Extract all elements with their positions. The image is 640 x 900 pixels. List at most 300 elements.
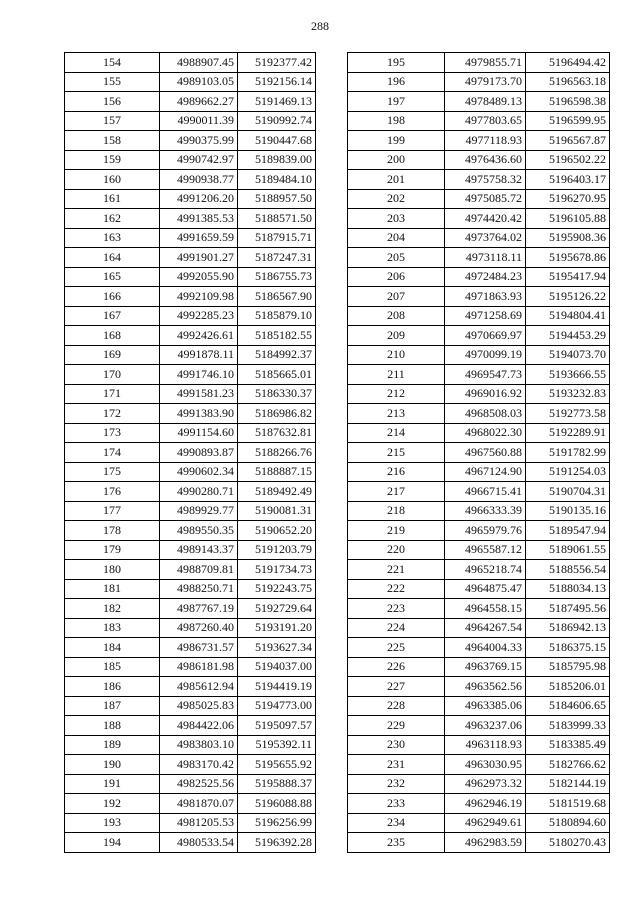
x-coordinate-cell: 4990938.77 xyxy=(160,170,238,190)
x-coordinate-cell: 4978489.13 xyxy=(445,92,526,112)
table-row xyxy=(348,326,610,346)
point-number-cell: 175 xyxy=(65,462,160,482)
table-row xyxy=(65,794,316,814)
x-coordinate-cell: 4964558.15 xyxy=(445,599,526,619)
table-row xyxy=(65,482,316,502)
x-coordinate-cell: 4963562.56 xyxy=(445,677,526,697)
x-coordinate-cell: 4992285.23 xyxy=(160,306,238,326)
table-row xyxy=(65,501,316,521)
x-coordinate-cell: 4992109.98 xyxy=(160,287,238,307)
y-coordinate-cell: 5184992.37 xyxy=(238,345,316,365)
y-coordinate-cell: 5192156.14 xyxy=(238,72,316,92)
y-coordinate-cell: 5180270.43 xyxy=(526,833,610,853)
y-coordinate-cell: 5196256.99 xyxy=(238,813,316,833)
point-number-cell: 228 xyxy=(348,696,445,716)
point-number-cell: 176 xyxy=(65,482,160,502)
table-row xyxy=(65,618,316,638)
x-coordinate-cell: 4991385.53 xyxy=(160,209,238,229)
x-coordinate-cell: 4977118.93 xyxy=(445,131,526,151)
x-coordinate-cell: 4965587.12 xyxy=(445,540,526,560)
point-number-cell: 226 xyxy=(348,657,445,677)
y-coordinate-cell: 5191782.99 xyxy=(526,443,610,463)
point-number-cell: 200 xyxy=(348,150,445,170)
table-row xyxy=(65,540,316,560)
table-row xyxy=(348,267,610,287)
table-row xyxy=(65,53,316,73)
table-row xyxy=(65,92,316,112)
y-coordinate-cell: 5185665.01 xyxy=(238,365,316,385)
x-coordinate-cell: 4963030.95 xyxy=(445,755,526,775)
point-number-cell: 221 xyxy=(348,560,445,580)
table-row xyxy=(348,833,610,853)
table-row xyxy=(65,131,316,151)
x-coordinate-cell: 4983803.10 xyxy=(160,735,238,755)
point-number-cell: 220 xyxy=(348,540,445,560)
table-row xyxy=(65,209,316,229)
table-row xyxy=(65,755,316,775)
y-coordinate-cell: 5196502.22 xyxy=(526,150,610,170)
point-number-cell: 159 xyxy=(65,150,160,170)
point-number-cell: 156 xyxy=(65,92,160,112)
x-coordinate-cell: 4990602.34 xyxy=(160,462,238,482)
y-coordinate-cell: 5192289.91 xyxy=(526,423,610,443)
point-number-cell: 227 xyxy=(348,677,445,697)
table-row xyxy=(348,306,610,326)
table-row xyxy=(65,657,316,677)
y-coordinate-cell: 5194453.29 xyxy=(526,326,610,346)
y-coordinate-cell: 5185182.55 xyxy=(238,326,316,346)
y-coordinate-cell: 5196105.88 xyxy=(526,209,610,229)
point-number-cell: 208 xyxy=(348,306,445,326)
table-row xyxy=(348,189,610,209)
point-number-cell: 202 xyxy=(348,189,445,209)
y-coordinate-cell: 5190447.68 xyxy=(238,131,316,151)
point-number-cell: 157 xyxy=(65,111,160,131)
point-number-cell: 158 xyxy=(65,131,160,151)
y-coordinate-cell: 5189547.94 xyxy=(526,521,610,541)
y-coordinate-cell: 5196403.17 xyxy=(526,170,610,190)
point-number-cell: 217 xyxy=(348,482,445,502)
y-coordinate-cell: 5190652.20 xyxy=(238,521,316,541)
point-number-cell: 223 xyxy=(348,599,445,619)
y-coordinate-cell: 5191203.79 xyxy=(238,540,316,560)
x-coordinate-cell: 4979173.70 xyxy=(445,72,526,92)
x-coordinate-cell: 4986731.57 xyxy=(160,638,238,658)
x-coordinate-cell: 4989143.37 xyxy=(160,540,238,560)
point-number-cell: 205 xyxy=(348,248,445,268)
y-coordinate-cell: 5195888.37 xyxy=(238,774,316,794)
y-coordinate-cell: 5185879.10 xyxy=(238,306,316,326)
point-number-cell: 177 xyxy=(65,501,160,521)
x-coordinate-cell: 4962973.32 xyxy=(445,774,526,794)
y-coordinate-cell: 5185206.01 xyxy=(526,677,610,697)
table-row xyxy=(65,560,316,580)
x-coordinate-cell: 4967124.90 xyxy=(445,462,526,482)
table-row xyxy=(348,345,610,365)
x-coordinate-cell: 4970669.97 xyxy=(445,326,526,346)
y-coordinate-cell: 5188957.50 xyxy=(238,189,316,209)
coordinates-table-right xyxy=(347,52,610,853)
point-number-cell: 192 xyxy=(65,794,160,814)
table-row xyxy=(348,150,610,170)
y-coordinate-cell: 5192729.64 xyxy=(238,599,316,619)
table-row xyxy=(65,677,316,697)
x-coordinate-cell: 4990375.99 xyxy=(160,131,238,151)
x-coordinate-cell: 4969547.73 xyxy=(445,365,526,385)
table-row xyxy=(65,228,316,248)
table-row xyxy=(348,813,610,833)
x-coordinate-cell: 4971258.69 xyxy=(445,306,526,326)
table-row xyxy=(348,462,610,482)
table-row xyxy=(348,92,610,112)
y-coordinate-cell: 5196088.88 xyxy=(238,794,316,814)
y-coordinate-cell: 5187495.56 xyxy=(526,599,610,619)
y-coordinate-cell: 5195126.22 xyxy=(526,287,610,307)
x-coordinate-cell: 4963237.06 xyxy=(445,716,526,736)
point-number-cell: 209 xyxy=(348,326,445,346)
x-coordinate-cell: 4990742.97 xyxy=(160,150,238,170)
point-number-cell: 210 xyxy=(348,345,445,365)
x-coordinate-cell: 4989550.35 xyxy=(160,521,238,541)
y-coordinate-cell: 5190704.31 xyxy=(526,482,610,502)
y-coordinate-cell: 5194804.41 xyxy=(526,306,610,326)
point-number-cell: 222 xyxy=(348,579,445,599)
table-body xyxy=(348,53,610,853)
table-row xyxy=(65,365,316,385)
table-row xyxy=(348,696,610,716)
table-row xyxy=(348,599,610,619)
point-number-cell: 207 xyxy=(348,287,445,307)
table-row xyxy=(65,287,316,307)
x-coordinate-cell: 4991878.11 xyxy=(160,345,238,365)
point-number-cell: 169 xyxy=(65,345,160,365)
point-number-cell: 154 xyxy=(65,53,160,73)
table-row xyxy=(348,287,610,307)
table-row xyxy=(65,423,316,443)
x-coordinate-cell: 4973764.02 xyxy=(445,228,526,248)
point-number-cell: 218 xyxy=(348,501,445,521)
y-coordinate-cell: 5196599.95 xyxy=(526,111,610,131)
point-number-cell: 188 xyxy=(65,716,160,736)
table-row xyxy=(348,657,610,677)
table-row xyxy=(65,833,316,853)
x-coordinate-cell: 4963385.06 xyxy=(445,696,526,716)
x-coordinate-cell: 4990280.71 xyxy=(160,482,238,502)
table-row xyxy=(348,716,610,736)
y-coordinate-cell: 5188266.76 xyxy=(238,443,316,463)
table-row xyxy=(348,384,610,404)
point-number-cell: 230 xyxy=(348,735,445,755)
y-coordinate-cell: 5193191.20 xyxy=(238,618,316,638)
y-coordinate-cell: 5182144.19 xyxy=(526,774,610,794)
point-number-cell: 170 xyxy=(65,365,160,385)
point-number-cell: 194 xyxy=(65,833,160,853)
table-row xyxy=(348,677,610,697)
x-coordinate-cell: 4968508.03 xyxy=(445,404,526,424)
x-coordinate-cell: 4990011.39 xyxy=(160,111,238,131)
y-coordinate-cell: 5196494.42 xyxy=(526,53,610,73)
x-coordinate-cell: 4965979.76 xyxy=(445,521,526,541)
page-number: 288 xyxy=(311,19,329,33)
point-number-cell: 168 xyxy=(65,326,160,346)
x-coordinate-cell: 4977803.65 xyxy=(445,111,526,131)
x-coordinate-cell: 4979855.71 xyxy=(445,53,526,73)
point-number-cell: 213 xyxy=(348,404,445,424)
y-coordinate-cell: 5192773.58 xyxy=(526,404,610,424)
table-row xyxy=(65,72,316,92)
y-coordinate-cell: 5196392.28 xyxy=(238,833,316,853)
x-coordinate-cell: 4969016.92 xyxy=(445,384,526,404)
table-row xyxy=(65,326,316,346)
table-row xyxy=(65,774,316,794)
point-number-cell: 216 xyxy=(348,462,445,482)
point-number-cell: 231 xyxy=(348,755,445,775)
x-coordinate-cell: 4989662.27 xyxy=(160,92,238,112)
table-row xyxy=(348,228,610,248)
table-row xyxy=(348,248,610,268)
point-number-cell: 232 xyxy=(348,774,445,794)
y-coordinate-cell: 5188887.15 xyxy=(238,462,316,482)
point-number-cell: 224 xyxy=(348,618,445,638)
x-coordinate-cell: 4962949.61 xyxy=(445,813,526,833)
y-coordinate-cell: 5186330.37 xyxy=(238,384,316,404)
x-coordinate-cell: 4988250.71 xyxy=(160,579,238,599)
point-number-cell: 172 xyxy=(65,404,160,424)
table-row xyxy=(348,540,610,560)
y-coordinate-cell: 5186942.13 xyxy=(526,618,610,638)
point-number-cell: 189 xyxy=(65,735,160,755)
x-coordinate-cell: 4982525.56 xyxy=(160,774,238,794)
point-number-cell: 203 xyxy=(348,209,445,229)
x-coordinate-cell: 4991154.60 xyxy=(160,423,238,443)
y-coordinate-cell: 5194073.70 xyxy=(526,345,610,365)
point-number-cell: 163 xyxy=(65,228,160,248)
y-coordinate-cell: 5183999.33 xyxy=(526,716,610,736)
table-row xyxy=(348,755,610,775)
table-row xyxy=(65,813,316,833)
x-coordinate-cell: 4964875.47 xyxy=(445,579,526,599)
x-coordinate-cell: 4985025.83 xyxy=(160,696,238,716)
y-coordinate-cell: 5192377.42 xyxy=(238,53,316,73)
point-number-cell: 180 xyxy=(65,560,160,580)
x-coordinate-cell: 4980533.54 xyxy=(160,833,238,853)
x-coordinate-cell: 4991659.59 xyxy=(160,228,238,248)
table-row xyxy=(65,345,316,365)
point-number-cell: 161 xyxy=(65,189,160,209)
y-coordinate-cell: 5192243.75 xyxy=(238,579,316,599)
x-coordinate-cell: 4971863.93 xyxy=(445,287,526,307)
x-coordinate-cell: 4972484.23 xyxy=(445,267,526,287)
y-coordinate-cell: 5195678.86 xyxy=(526,248,610,268)
table-row xyxy=(65,150,316,170)
y-coordinate-cell: 5186986.82 xyxy=(238,404,316,424)
table-row xyxy=(348,365,610,385)
y-coordinate-cell: 5195392.11 xyxy=(238,735,316,755)
point-number-cell: 229 xyxy=(348,716,445,736)
y-coordinate-cell: 5186755.73 xyxy=(238,267,316,287)
table-row xyxy=(348,735,610,755)
table-row xyxy=(348,170,610,190)
y-coordinate-cell: 5187915.71 xyxy=(238,228,316,248)
table-row xyxy=(65,404,316,424)
x-coordinate-cell: 4981870.07 xyxy=(160,794,238,814)
y-coordinate-cell: 5188034.13 xyxy=(526,579,610,599)
point-number-cell: 160 xyxy=(65,170,160,190)
table-row xyxy=(348,638,610,658)
y-coordinate-cell: 5194419.19 xyxy=(238,677,316,697)
table-row xyxy=(65,306,316,326)
y-coordinate-cell: 5193232.83 xyxy=(526,384,610,404)
y-coordinate-cell: 5184606.65 xyxy=(526,696,610,716)
y-coordinate-cell: 5196270.95 xyxy=(526,189,610,209)
y-coordinate-cell: 5191254.03 xyxy=(526,462,610,482)
y-coordinate-cell: 5193627.34 xyxy=(238,638,316,658)
x-coordinate-cell: 4986181.98 xyxy=(160,657,238,677)
point-number-cell: 233 xyxy=(348,794,445,814)
point-number-cell: 171 xyxy=(65,384,160,404)
coordinates-table-left xyxy=(64,52,316,853)
x-coordinate-cell: 4974420.42 xyxy=(445,209,526,229)
point-number-cell: 165 xyxy=(65,267,160,287)
table-row xyxy=(65,111,316,131)
x-coordinate-cell: 4962946.19 xyxy=(445,794,526,814)
x-coordinate-cell: 4987767.19 xyxy=(160,599,238,619)
x-coordinate-cell: 4967560.88 xyxy=(445,443,526,463)
point-number-cell: 201 xyxy=(348,170,445,190)
table-row xyxy=(65,248,316,268)
point-number-cell: 162 xyxy=(65,209,160,229)
point-number-cell: 225 xyxy=(348,638,445,658)
table-row xyxy=(348,579,610,599)
point-number-cell: 199 xyxy=(348,131,445,151)
x-coordinate-cell: 4970099.19 xyxy=(445,345,526,365)
point-number-cell: 166 xyxy=(65,287,160,307)
table-row xyxy=(348,482,610,502)
point-number-cell: 167 xyxy=(65,306,160,326)
y-coordinate-cell: 5191734.73 xyxy=(238,560,316,580)
table-row xyxy=(65,638,316,658)
point-number-cell: 178 xyxy=(65,521,160,541)
table-row xyxy=(65,521,316,541)
y-coordinate-cell: 5194773.00 xyxy=(238,696,316,716)
y-coordinate-cell: 5181519.68 xyxy=(526,794,610,814)
x-coordinate-cell: 4973118.11 xyxy=(445,248,526,268)
x-coordinate-cell: 4991206.20 xyxy=(160,189,238,209)
table-row xyxy=(65,170,316,190)
table-row xyxy=(348,794,610,814)
y-coordinate-cell: 5195097.57 xyxy=(238,716,316,736)
table-row xyxy=(65,443,316,463)
point-number-cell: 206 xyxy=(348,267,445,287)
y-coordinate-cell: 5195655.92 xyxy=(238,755,316,775)
point-number-cell: 212 xyxy=(348,384,445,404)
table-row xyxy=(65,384,316,404)
table-row xyxy=(65,716,316,736)
y-coordinate-cell: 5189839.00 xyxy=(238,150,316,170)
y-coordinate-cell: 5194037.00 xyxy=(238,657,316,677)
y-coordinate-cell: 5188556.54 xyxy=(526,560,610,580)
x-coordinate-cell: 4991901.27 xyxy=(160,248,238,268)
x-coordinate-cell: 4984422.06 xyxy=(160,716,238,736)
x-coordinate-cell: 4991581.23 xyxy=(160,384,238,404)
point-number-cell: 185 xyxy=(65,657,160,677)
point-number-cell: 193 xyxy=(65,813,160,833)
y-coordinate-cell: 5186375.15 xyxy=(526,638,610,658)
table-row xyxy=(348,618,610,638)
x-coordinate-cell: 4976436.60 xyxy=(445,150,526,170)
point-number-cell: 235 xyxy=(348,833,445,853)
table-row xyxy=(348,774,610,794)
y-coordinate-cell: 5191469.13 xyxy=(238,92,316,112)
table-row xyxy=(348,501,610,521)
table-row xyxy=(65,735,316,755)
table-row xyxy=(65,189,316,209)
x-coordinate-cell: 4983170.42 xyxy=(160,755,238,775)
point-number-cell: 164 xyxy=(65,248,160,268)
table-body xyxy=(65,53,316,853)
y-coordinate-cell: 5196567.87 xyxy=(526,131,610,151)
y-coordinate-cell: 5183385.49 xyxy=(526,735,610,755)
point-number-cell: 215 xyxy=(348,443,445,463)
y-coordinate-cell: 5195417.94 xyxy=(526,267,610,287)
x-coordinate-cell: 4963118.93 xyxy=(445,735,526,755)
table-row xyxy=(65,267,316,287)
table-row xyxy=(348,209,610,229)
x-coordinate-cell: 4991746.10 xyxy=(160,365,238,385)
point-number-cell: 181 xyxy=(65,579,160,599)
point-number-cell: 234 xyxy=(348,813,445,833)
x-coordinate-cell: 4992055.90 xyxy=(160,267,238,287)
x-coordinate-cell: 4989103.05 xyxy=(160,72,238,92)
point-number-cell: 179 xyxy=(65,540,160,560)
y-coordinate-cell: 5190992.74 xyxy=(238,111,316,131)
point-number-cell: 173 xyxy=(65,423,160,443)
y-coordinate-cell: 5187247.31 xyxy=(238,248,316,268)
x-coordinate-cell: 4985612.94 xyxy=(160,677,238,697)
table-row xyxy=(348,443,610,463)
point-number-cell: 186 xyxy=(65,677,160,697)
y-coordinate-cell: 5188571.50 xyxy=(238,209,316,229)
table-row xyxy=(65,462,316,482)
x-coordinate-cell: 4987260.40 xyxy=(160,618,238,638)
table-row xyxy=(348,423,610,443)
x-coordinate-cell: 4965218.74 xyxy=(445,560,526,580)
table-row xyxy=(65,599,316,619)
y-coordinate-cell: 5193666.55 xyxy=(526,365,610,385)
y-coordinate-cell: 5180894.60 xyxy=(526,813,610,833)
table-row xyxy=(348,72,610,92)
y-coordinate-cell: 5196563.18 xyxy=(526,72,610,92)
x-coordinate-cell: 4988709.81 xyxy=(160,560,238,580)
point-number-cell: 182 xyxy=(65,599,160,619)
y-coordinate-cell: 5195908.36 xyxy=(526,228,610,248)
x-coordinate-cell: 4966333.39 xyxy=(445,501,526,521)
y-coordinate-cell: 5190135.16 xyxy=(526,501,610,521)
y-coordinate-cell: 5189484.10 xyxy=(238,170,316,190)
point-number-cell: 191 xyxy=(65,774,160,794)
point-number-cell: 190 xyxy=(65,755,160,775)
point-number-cell: 155 xyxy=(65,72,160,92)
table-row xyxy=(348,53,610,73)
x-coordinate-cell: 4968022.30 xyxy=(445,423,526,443)
x-coordinate-cell: 4981205.53 xyxy=(160,813,238,833)
point-number-cell: 198 xyxy=(348,111,445,131)
x-coordinate-cell: 4991383.90 xyxy=(160,404,238,424)
point-number-cell: 204 xyxy=(348,228,445,248)
table-row xyxy=(65,696,316,716)
x-coordinate-cell: 4964267.54 xyxy=(445,618,526,638)
point-number-cell: 183 xyxy=(65,618,160,638)
